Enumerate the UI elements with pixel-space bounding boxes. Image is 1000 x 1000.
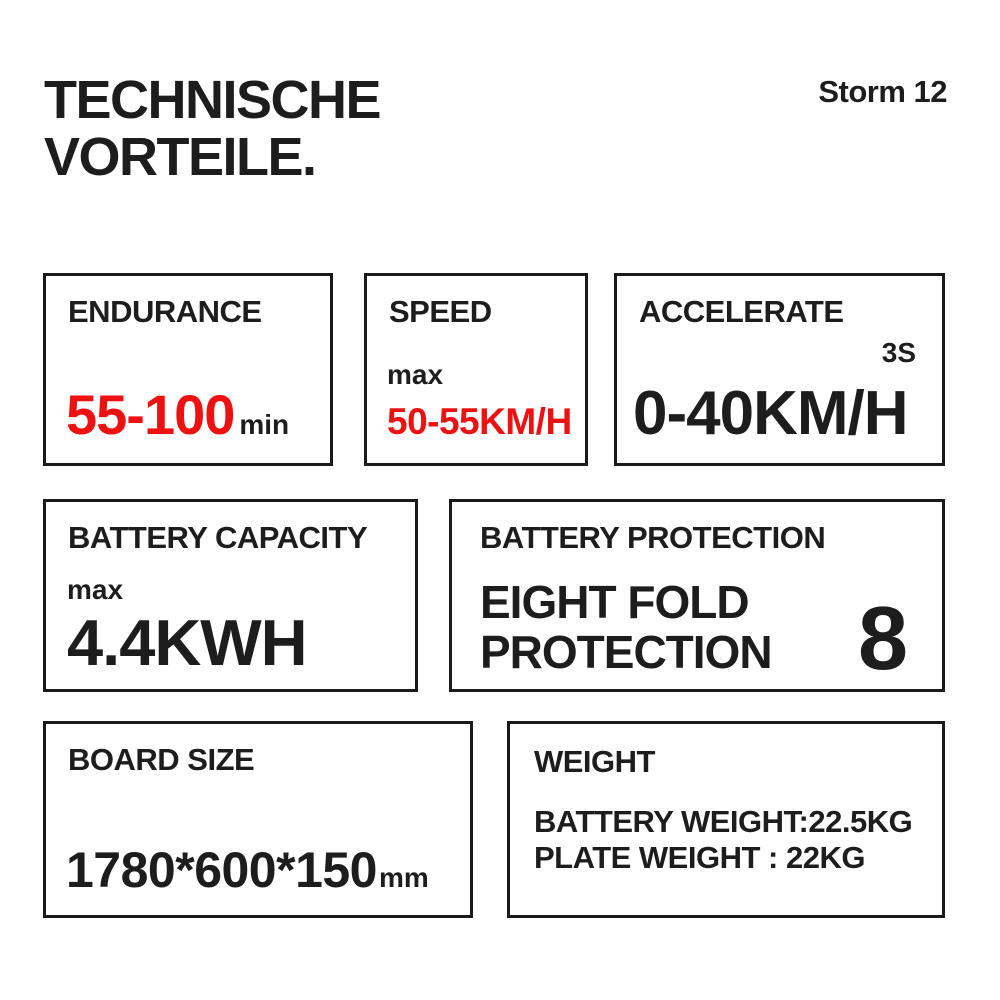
battery-capacity-value: 4.4KWH: [67, 606, 307, 679]
card-accelerate: [614, 273, 945, 466]
board-size-unit: mm: [379, 862, 429, 893]
speed-qualifier: max: [387, 359, 444, 390]
battery-capacity-qualifier: max: [67, 574, 124, 605]
weight-label: WEIGHT: [534, 744, 655, 779]
speed-value: 50-55KM/H: [387, 401, 572, 442]
accelerate-label: ACCELERATE: [639, 294, 844, 329]
battery-protection-value-line2: PROTECTION: [480, 625, 772, 678]
battery-protection-value-line1: EIGHT FOLD: [480, 575, 749, 628]
board-size-value: 1780*600*150: [66, 842, 377, 898]
accelerate-time: 3S: [881, 337, 916, 368]
speed-label: SPEED: [389, 294, 492, 329]
battery-capacity-value-stack: [67, 574, 307, 679]
endurance-value: 55-100: [66, 383, 235, 446]
board-size-value-row: [66, 841, 429, 899]
battery-protection-label: BATTERY PROTECTION: [480, 520, 826, 555]
board-size-label: BOARD SIZE: [68, 742, 255, 777]
battery-protection-value-row: [480, 575, 908, 690]
card-battery-protection: [449, 499, 945, 692]
battery-capacity-label: BATTERY CAPACITY: [68, 520, 368, 555]
weight-battery-line: BATTERY WEIGHT:22.5KG: [534, 804, 913, 840]
battery-protection-value: [480, 577, 772, 677]
endurance-label: ENDURANCE: [68, 294, 262, 329]
endurance-value-row: [66, 382, 289, 447]
card-board-size: [43, 721, 473, 918]
model-name: Storm 12: [818, 74, 947, 109]
weight-details: [534, 804, 912, 875]
speed-value-stack: [387, 359, 572, 443]
card-speed: [364, 273, 588, 466]
weight-plate-line: PLATE WEIGHT : 22KG: [534, 839, 865, 875]
card-battery-capacity: [43, 499, 418, 692]
page-title-line2: VORTEILE.: [44, 126, 316, 187]
endurance-unit: min: [239, 409, 290, 440]
accelerate-value: 0-40KM/H: [633, 379, 908, 448]
page-title-line1: TECHNISCHE: [44, 70, 381, 130]
page-title: [44, 72, 380, 185]
card-weight: [507, 721, 945, 918]
card-endurance: [43, 273, 333, 466]
battery-protection-count: 8: [857, 589, 908, 690]
